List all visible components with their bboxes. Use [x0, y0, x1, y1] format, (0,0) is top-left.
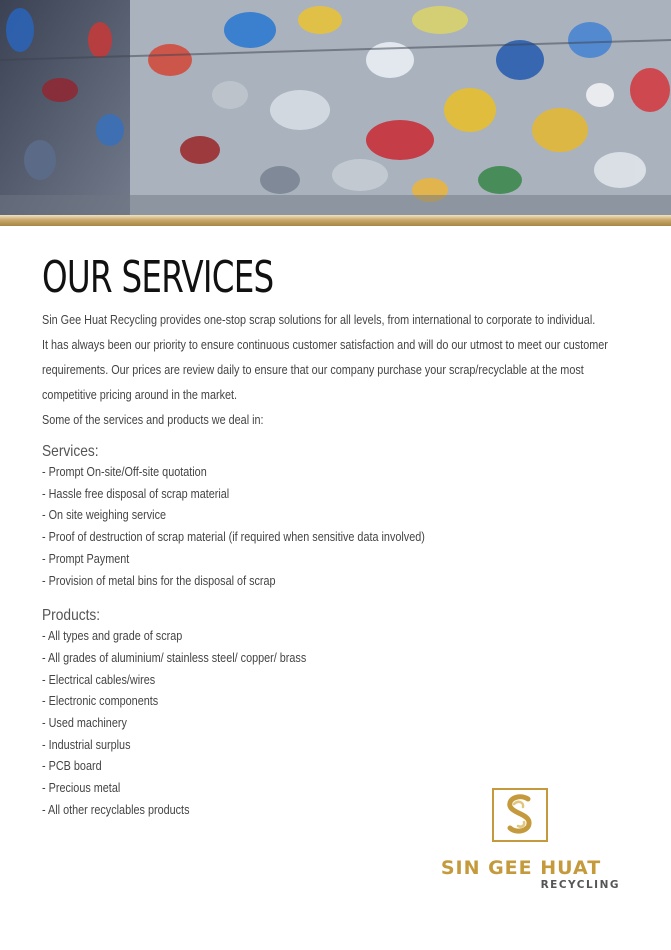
- list-item: - Used machinery: [42, 716, 127, 731]
- list-item: - On site weighing service: [42, 508, 167, 523]
- list-item: - Hassle free disposal of scrap material: [42, 486, 230, 501]
- company-logo: [422, 786, 622, 896]
- list-item: - Electrical cables/wires: [42, 672, 156, 687]
- intro-text: [42, 308, 635, 433]
- interlocked-s-chain-icon: [494, 790, 546, 840]
- intro-paragraph: It has always been our priority to ensure continuous customer satisfaction and will do our utmost to meet our customer requirements. Our prices are review daily to ensure that our company purchase your scrap/recyclable at the most competitive pricing around in the market.: [42, 338, 608, 402]
- logo-frame: [492, 788, 548, 842]
- gold-divider-bar: [0, 215, 671, 226]
- services-section: [42, 442, 642, 592]
- list-item: - All types and grade of scrap: [42, 629, 183, 644]
- intro-paragraph: Some of the services and products we deal in:: [42, 413, 264, 427]
- list-item: - Provision of metal bins for the disposal of scrap: [42, 573, 276, 588]
- hero-photo: [0, 0, 671, 215]
- intro-paragraph: Sin Gee Huat Recycling provides one-stop scrap solutions for all levels, from international to corporate to individual.: [42, 313, 596, 327]
- list-item: - Industrial surplus: [42, 737, 131, 752]
- list-item: - PCB board: [42, 759, 102, 774]
- services-list: [42, 462, 558, 592]
- list-item: - Precious metal: [42, 781, 121, 796]
- list-item: - Proof of destruction of scrap material (if required when sensitive data involved): [42, 530, 425, 545]
- logo-name: SIN GEE HUAT: [440, 857, 602, 879]
- list-item: - Electronic components: [42, 694, 159, 709]
- products-heading: Products:: [42, 607, 101, 625]
- list-item: - Prompt Payment: [42, 551, 130, 566]
- services-content: [42, 254, 642, 822]
- logo-subtitle: RECYCLING: [540, 879, 620, 891]
- list-item: - All grades of aluminium/ stainless steel/ copper/ brass: [42, 650, 307, 665]
- list-item: - All other recyclables products: [42, 802, 190, 817]
- page-title: OUR SERVICES: [42, 252, 274, 303]
- crushed-cans-image: [0, 0, 671, 215]
- list-item: - Prompt On-site/Off-site quotation: [42, 465, 207, 479]
- services-heading: Services:: [42, 443, 99, 460]
